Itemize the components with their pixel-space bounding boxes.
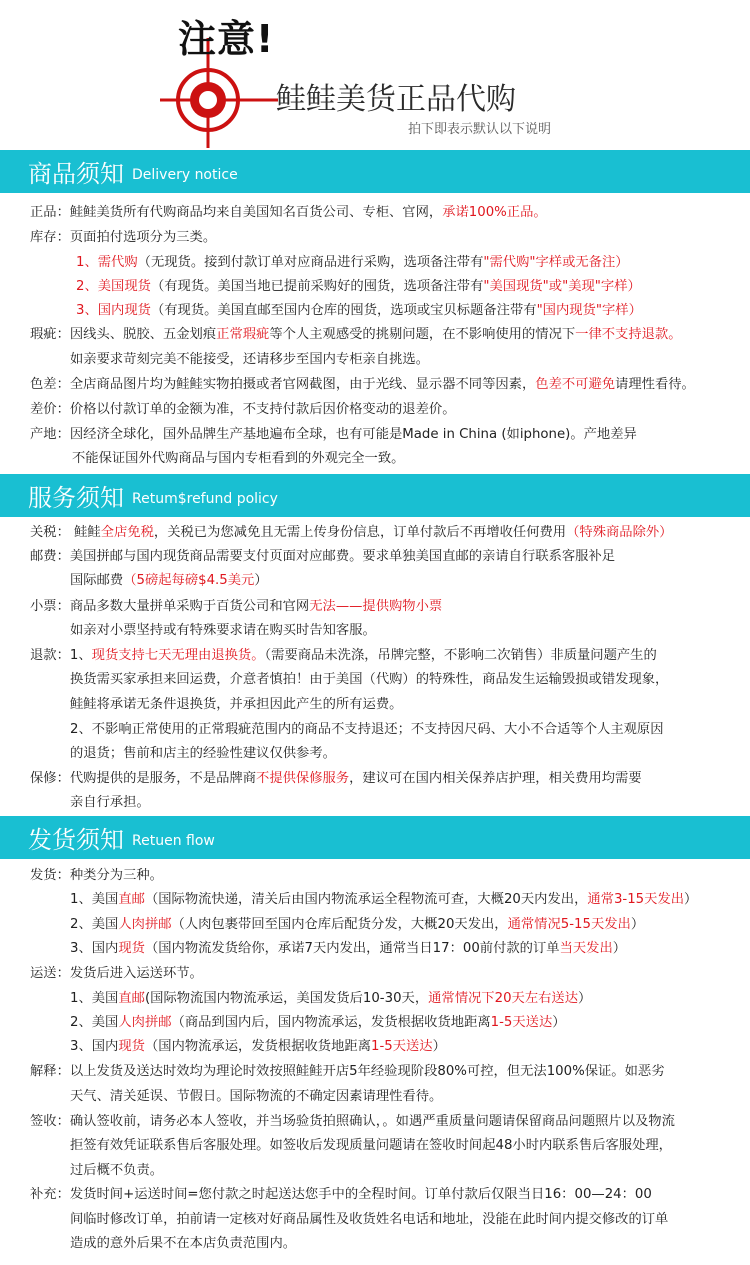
service-line: 邮费：美国拼邮与国内现货商品需要支付页面对应邮费。要求单独美国直邮的亲请自行联系客服补足 [30, 549, 616, 564]
notice-line: 差价：价格以付款订单的金额为准，不支持付款后因价格变动的退差价。 [30, 402, 456, 417]
notice-line: 3、国内现货（有现货。美国直邮至国内仓库的囤货，选项或宝贝标题备注带有"国内现货"字样） [76, 303, 642, 318]
section-bar-shipping-flow [0, 816, 750, 859]
service-line: 亲自行承担。 [70, 795, 150, 810]
section-title-en: Retuen flow [132, 832, 215, 849]
notice-line: 不能保证国外代购商品与国内专柜看到的外观完全一致。 [72, 451, 405, 466]
service-line: 的退货；售前和店主的经验性建议仅供参考。 [70, 746, 336, 761]
notice-line: 正品：鲑鲑美货所有代购商品均来自美国知名百货公司、专柜、官网，承诺100%正品。 [30, 205, 547, 220]
section-title-cn: 发货须知 [28, 826, 124, 854]
shipping-line: 造成的意外后果不在本店负责范围内。 [70, 1236, 297, 1251]
service-line: 鲑鲑将承诺无条件退换货，并承担因此产生的所有运费。 [70, 697, 403, 712]
service-line: 如亲对小票坚持或有特殊要求请在购买时告知客服。 [70, 623, 376, 638]
attention-title: 注意! [178, 17, 275, 61]
shop-subtitle: 鲑鲑美货正品代购 [276, 82, 516, 117]
service-line: 国际邮费（5磅起每磅$4.5美元） [70, 573, 268, 588]
notice-line: 色差：全店商品图片均为鲑鲑实物拍摄或者官网截图，由于光线、显示器不同等因素，色差不可避免请理性看待。 [30, 377, 695, 392]
notice-line: 2、美国现货（有现货。美国当地已提前采购好的囤货，选项备注带有"美国现货"或"美现"字样） [76, 279, 641, 294]
shipping-line: 发货：种类分为三种。 [30, 868, 163, 883]
section-title-en: Retum$refund policy [132, 490, 278, 507]
shipping-line: 过后概不负责。 [70, 1163, 164, 1178]
section-bar-refund-policy [0, 474, 750, 517]
header-banner [0, 0, 750, 148]
shipping-line: 1、美国直邮(国际物流国内物流承运，美国发货后10-30天，通常情况下20天左右送达） [70, 991, 592, 1006]
shipping-line: 天气、清关延误、节假日。国际物流的不确定因素请理性看待。 [70, 1089, 443, 1104]
shipping-line: 3、国内现货（国内物流承运，发货根据收货地距离1-5天送达） [70, 1039, 446, 1054]
section-title-en: Delivery notice [132, 166, 238, 183]
service-line: 小票：商品多数大量拼单采购于百货公司和官网无法——提供购物小票 [30, 599, 443, 614]
notice-line: 1、需代购（无现货。接到付款订单对应商品进行采购，选项备注带有"需代购"字样或无备注） [76, 255, 629, 270]
shipping-line: 3、国内现货（国内物流发货给你，承诺7天内发出，通常当日17：00前付款的订单当天发出） [70, 941, 627, 956]
service-line: 换货需买家承担来回运费，介意者慎拍！由于美国（代购）的特殊性，商品发生运输毁损或错发现象， [70, 672, 669, 687]
shipping-line: 拒签有效凭证联系售后客服处理。如签收后发现质量问题请在签收时间起48小时内联系售后客服处理， [70, 1138, 672, 1153]
service-line: 保修：代购提供的是服务，不是品牌商不提供保修服务，建议可在国内相关保养店护理，相关费用均需要 [30, 771, 642, 786]
section-title-cn: 服务须知 [28, 484, 124, 512]
notice-line: 如亲要求苛刻完美不能接受，还请移步至国内专柜亲自挑选。 [70, 352, 430, 367]
section-bar-delivery-notice [0, 150, 750, 193]
service-line: 关税： 鲑鲑全店免税，关税已为您减免且无需上传身份信息，订单付款后不再增收任何费用（特殊商品除外） [30, 525, 673, 540]
shipping-line: 解释：以上发货及送达时效均为理论时效按照鲑鲑开店5年经验现阶段80%可控，但无法100%保证。如恶劣 [30, 1064, 665, 1079]
notice-line: 瑕疵：因线头、脱胶、五金划痕正常瑕疵等个人主观感受的挑剔问题，在不影响使用的情况下一律不支持退款。 [30, 327, 682, 342]
service-line: 2、不影响正常使用的正常瑕疵范围内的商品不支持退还；不支持因尺码、大小不合适等个人主观原因 [70, 722, 664, 737]
shipping-line: 间临时修改订单，拍前请一定核对好商品属性及收货姓名电话和地址，没能在此时间内提交修改的订单 [70, 1212, 669, 1227]
shipping-line: 签收：确认签收前，请务必本人签收，并当场验货拍照确认，。如遇严重质量问题请保留商品问题照片以及物流 [30, 1114, 675, 1129]
shipping-line: 补充：发货时间+运送时间=您付款之时起送达您手中的全程时间。订单付款后仅限当日16：00—24：00 [30, 1187, 652, 1202]
shipping-line: 运送：发货后进入运送环节。 [30, 966, 203, 981]
notice-line: 库存：页面拍付选项分为三类。 [30, 230, 217, 245]
default-notice: 拍下即表示默认以下说明 [408, 122, 552, 137]
shipping-line: 1、美国直邮（国际物流快递，清关后由国内物流承运全程物流可查，大概20天内发出，通常3-15天发出） [70, 892, 698, 907]
shipping-line: 2、美国人肉拼邮（商品到国内后，国内物流承运，发货根据收货地距离1-5天送达） [70, 1015, 566, 1030]
service-line: 退款：1、现货支持七天无理由退换货。（需要商品未洗涤，吊牌完整，不影响二次销售）非质量问题产生的 [30, 648, 657, 663]
shipping-line: 2、美国人肉拼邮（人肉包裹带回至国内仓库后配货分发，大概20天发出，通常情况5-15天发出） [70, 917, 645, 932]
notice-line: 产地：因经济全球化，国外品牌生产基地遍布全球，也有可能是Made in China (如iphone)。产地差异 [30, 427, 637, 442]
section-title-cn: 商品须知 [28, 160, 124, 188]
